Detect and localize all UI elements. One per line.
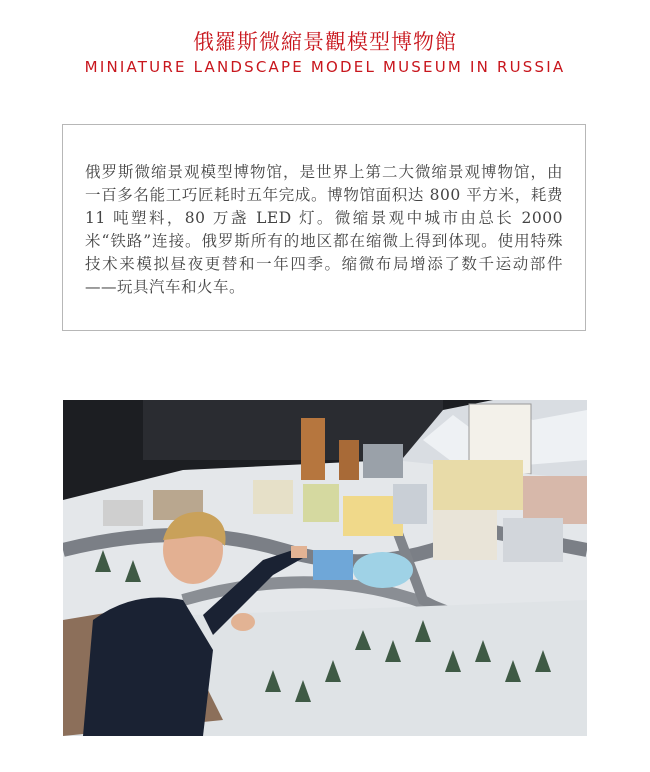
museum-photo xyxy=(63,400,587,736)
intro-text-box xyxy=(62,124,586,331)
page-title-english: MINIATURE LANDSCAPE MODEL MUSEUM IN RUSSIA xyxy=(84,58,566,76)
intro-paragraph: 俄罗斯微缩景观模型博物馆，是世界上第二大微缩景观博物馆，由一百多名能工巧匠耗时五年完成。博物馆面积达 800 平方米，耗费 11 吨塑料，80 万盏 LED 灯。微缩景观中城市由总长 2000 米“铁路”连接。俄罗斯所有的地区都在缩微上得到体现。使用特殊技术来模拟昼夜更替和一年四季。缩微布局增添了数千运动部件——玩具汽车和火车。 xyxy=(85,163,563,296)
page-title-chinese: 俄羅斯微縮景觀模型博物館 xyxy=(193,30,457,54)
miniature-landscape-illustration xyxy=(63,400,587,736)
